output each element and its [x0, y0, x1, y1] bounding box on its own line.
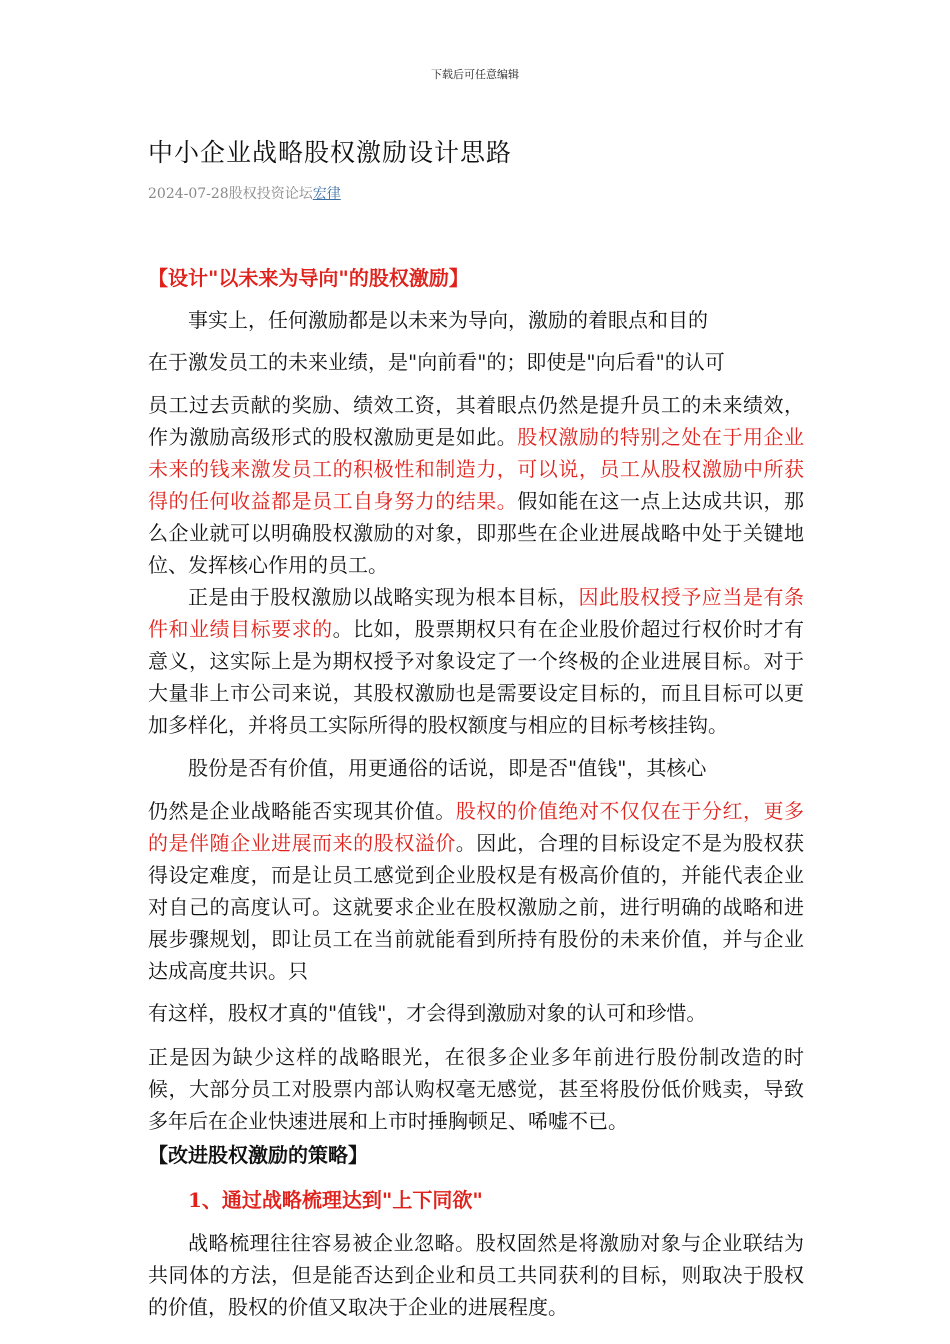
paragraph-2-text-b: 。比如，股票期权只有在企业股价超过行权价时才有意义，这实际上是为期权授予对象设定了一个终极的企业进展目标。对于大量非上市公司来说，其股权激励也是需要设定目标的，而且目标可以更加多样化，并将员工实际所得的股权额度与相应的目标考核挂钩。	[148, 617, 805, 737]
paragraph-3-text-a: 仍然是企业战略能否实现其价值。	[148, 799, 456, 823]
page-title: 中小企业战略股权激励设计思路	[148, 138, 513, 167]
section-heading-future: 【设计"以未来为导向"的股权激励】	[148, 266, 469, 290]
paragraph-1-highlight: 股权激励的特别之处在于用企业未来的钱来激发员工的积极性和制造力，可以说，员工从股权激励中所获得的任何收益都是员工自身努力的结果。	[148, 425, 805, 513]
author-link[interactable]: 宏律	[312, 186, 341, 202]
paragraph-1-line-2: 在于激发员工的未来业绩，是"向前看"的；即使是"向后看"的认可	[148, 350, 725, 374]
subheading-strategy-1: 1、通过战略梳理达到"上下同欲"	[188, 1188, 483, 1212]
paragraph-2-text-a: 正是由于股权激励以战略实现为根本目标，	[188, 585, 579, 609]
paragraph-3-line-1: 股份是否有价值，用更通俗的话说，即是否"值钱"，其核心	[188, 756, 707, 780]
paragraph-1-line-1: 事实上，任何激励都是以未来为导向，激励的着眼点和目的	[188, 308, 708, 332]
paragraph-3-body	[148, 795, 804, 987]
paragraph-3-highlight: 股权的价值绝对不仅仅在于分红，更多的是伴随企业进展而来的股权溢价	[148, 799, 805, 855]
paragraph-1-text-b: 假如能在这一点上达成共识，那么企业就可以明确股权激励的对象，即那些在企业进展战略中处于关键地位、发挥核心作用的员工。	[148, 489, 805, 577]
paragraph-2	[148, 581, 804, 741]
article-meta	[148, 183, 341, 203]
paragraph-2-highlight: 因此股权授予应当是有条件和业绩目标要求的	[148, 585, 805, 641]
article-body	[148, 262, 804, 1323]
paragraph-4: 正是因为缺少这样的战略眼光，在很多企业多年前进行股份制改造的时候，大部分员工对股票内部认购权毫无感觉，甚至将股份低价贱卖，导致多年后在企业快速进展和上市时捶胸顿足、唏嘘不已。	[148, 1045, 804, 1133]
section-heading-strategy: 【改进股权激励的策略】	[148, 1143, 368, 1167]
paragraph-1-body	[148, 389, 804, 581]
paragraph-1-text-a: 员工过去贡献的奖励、绩效工资，其着眼点仍然是提升员工的未来绩效，作为激励高级形式的股权激励更是如此。	[148, 393, 804, 449]
meta-date-source: 2024-07-28股权投资论坛	[148, 186, 313, 202]
paragraph-5: 战略梳理往往容易被企业忽略。股权固然是将激励对象与企业联结为共同体的方法，但是能否达到企业和员工共同获利的目标，则取决于股权的价值，股权的价值又取决于企业的进展程度。	[148, 1231, 804, 1319]
header-note: 下载后可任意编辑	[431, 68, 519, 81]
paragraph-3-last-line: 有这样，股权才真的"值钱"，才会得到激励对象的认可和珍惜。	[148, 1001, 707, 1025]
paragraph-3-text-b: 。因此，合理的目标设定不是为股权获得设定难度，而是让员工感觉到企业股权是有极高价值的，并能代表企业对自己的高度认可。这就要求企业在股权激励之前，进行明确的战略和进展步骤规划，即让员工在当前就能看到所持有股份的未来价值，并与企业达成高度共识。只	[148, 831, 805, 983]
